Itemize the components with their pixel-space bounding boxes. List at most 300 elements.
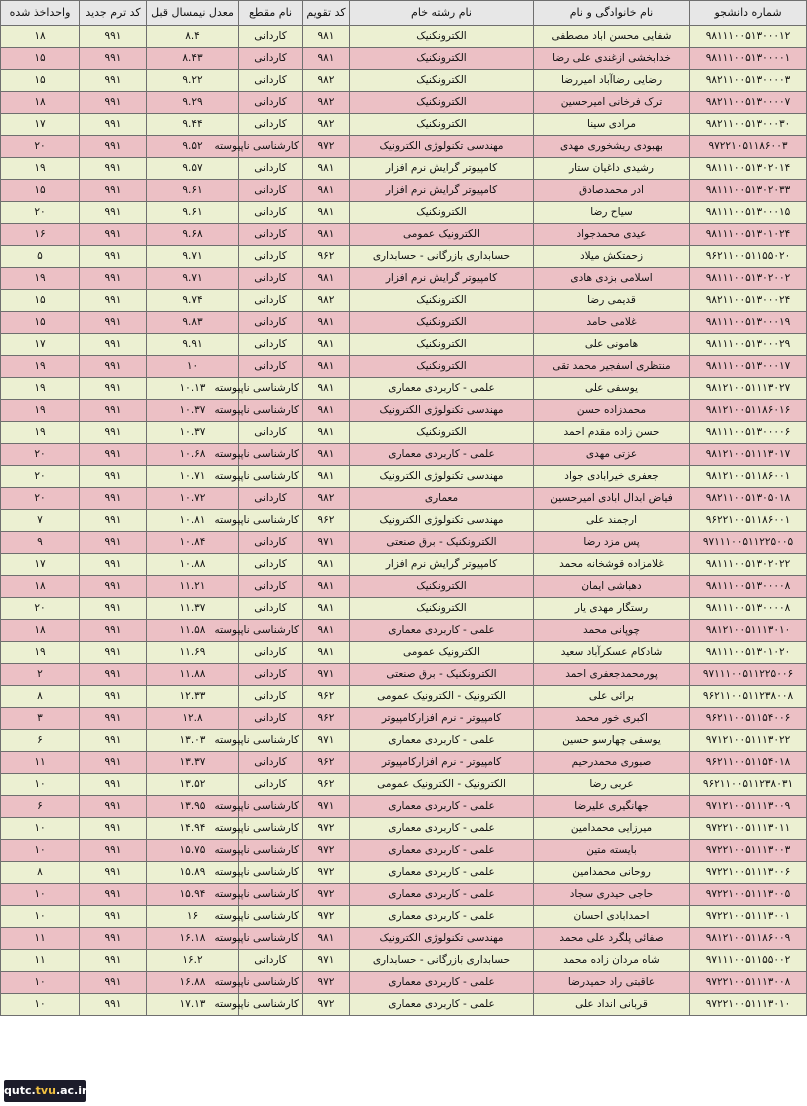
- cell-units-taken: ۳: [1, 708, 80, 730]
- cell-prev-gpa: ۱۳.۳۷: [147, 752, 239, 774]
- cell-level: کاردانی: [239, 356, 303, 378]
- cell-calendar-code: ۹۸۱: [303, 268, 350, 290]
- cell-units-taken: ۱۹: [1, 378, 80, 400]
- cell-calendar-code: ۹۷۱: [303, 664, 350, 686]
- cell-level: کاردانی: [239, 708, 303, 730]
- cell-student-id: ۹۸۱۱۱۰۰۵۱۳۰۱۰۲۰: [690, 642, 807, 664]
- table-row: [1, 92, 807, 114]
- cell-units-taken: ۲۰: [1, 488, 80, 510]
- cell-field: الکترونکنیک: [350, 356, 534, 378]
- table-row: [1, 400, 807, 422]
- cell-prev-gpa: ۱۰.۷۲: [147, 488, 239, 510]
- cell-new-term: ۹۹۱: [80, 598, 147, 620]
- cell-units-taken: ۵: [1, 246, 80, 268]
- cell-level: کاردانی: [239, 334, 303, 356]
- cell-field: الکترونکنیک: [350, 598, 534, 620]
- cell-student-id: ۹۸۱۱۱۰۰۵۱۳۰۱۰۲۴: [690, 224, 807, 246]
- cell-units-taken: ۷: [1, 510, 80, 532]
- cell-student-id: ۹۷۱۲۱۰۰۵۱۱۱۳۰۰۹: [690, 796, 807, 818]
- cell-units-taken: ۱۸: [1, 26, 80, 48]
- cell-units-taken: ۱۹: [1, 422, 80, 444]
- cell-new-term: ۹۹۱: [80, 114, 147, 136]
- cell-field: کامپیوتر - نرم افزارکامپیوتر: [350, 708, 534, 730]
- cell-level: کاردانی: [239, 422, 303, 444]
- cell-new-term: ۹۹۱: [80, 180, 147, 202]
- cell-student-id: ۹۶۲۲۱۰۰۵۱۱۸۶۰۰۱: [690, 510, 807, 532]
- cell-field: الکترونکنیک: [350, 290, 534, 312]
- cell-level: کاردانی: [239, 686, 303, 708]
- cell-new-term: ۹۹۱: [80, 70, 147, 92]
- cell-new-term: ۹۹۱: [80, 422, 147, 444]
- cell-units-taken: ۱۸: [1, 92, 80, 114]
- cell-student-id: ۹۷۱۱۱۰۰۵۱۱۵۵۰۰۲: [690, 950, 807, 972]
- cell-field: علمی - کاربردی معماری: [350, 730, 534, 752]
- cell-calendar-code: ۹۸۱: [303, 620, 350, 642]
- cell-full-name: یوسفی چهارسو حسین: [534, 730, 690, 752]
- cell-level: کاردانی: [239, 642, 303, 664]
- cell-field: علمی - کاربردی معماری: [350, 994, 534, 1016]
- cell-prev-gpa: ۹.۵۷: [147, 158, 239, 180]
- cell-calendar-code: ۹۷۲: [303, 906, 350, 928]
- cell-level: کاردانی: [239, 290, 303, 312]
- cell-prev-gpa: ۱۳.۹۵: [147, 796, 239, 818]
- cell-calendar-code: ۹۷۲: [303, 884, 350, 906]
- cell-field: کامپیوتر گرایش نرم افزار: [350, 180, 534, 202]
- cell-full-name: شادکام عسکرآباد سعید: [534, 642, 690, 664]
- cell-full-name: حسن زاده مقدم احمد: [534, 422, 690, 444]
- cell-units-taken: ۱۰: [1, 774, 80, 796]
- cell-new-term: ۹۹۱: [80, 862, 147, 884]
- cell-student-id: ۹۶۲۱۱۰۰۵۱۱۵۴۰۰۶: [690, 708, 807, 730]
- cell-student-id: ۹۸۱۱۱۰۰۵۱۳۰۰۰۲۹: [690, 334, 807, 356]
- cell-field: علمی - کاربردی معماری: [350, 620, 534, 642]
- cell-calendar-code: ۹۶۲: [303, 752, 350, 774]
- cell-field: الکترونیک عمومی: [350, 642, 534, 664]
- table-row: [1, 422, 807, 444]
- cell-new-term: ۹۹۱: [80, 620, 147, 642]
- cell-units-taken: ۱۰: [1, 884, 80, 906]
- cell-calendar-code: ۹۶۲: [303, 246, 350, 268]
- cell-level: کاردانی: [239, 48, 303, 70]
- cell-field: الکترونکنیک: [350, 26, 534, 48]
- cell-prev-gpa: ۱۵.۸۹: [147, 862, 239, 884]
- cell-student-id: ۹۸۱۱۱۰۰۵۱۳۰۰۰۰۱: [690, 48, 807, 70]
- cell-student-id: ۹۸۱۱۱۰۰۵۱۳۰۰۰۱۹: [690, 312, 807, 334]
- table-row: [1, 950, 807, 972]
- cell-calendar-code: ۹۸۱: [303, 356, 350, 378]
- cell-calendar-code: ۹۶۲: [303, 686, 350, 708]
- cell-student-id: ۹۸۲۱۱۰۰۵۱۳۰۰۰۳۰: [690, 114, 807, 136]
- cell-field: علمی - کاربردی معماری: [350, 378, 534, 400]
- cell-prev-gpa: ۹.۴۴: [147, 114, 239, 136]
- cell-units-taken: ۱۱: [1, 950, 80, 972]
- cell-field: کامپیوتر - نرم افزارکامپیوتر: [350, 752, 534, 774]
- watermark-suffix: .ac.ir: [55, 1084, 88, 1097]
- table-row: [1, 708, 807, 730]
- cell-units-taken: ۱۹: [1, 400, 80, 422]
- cell-units-taken: ۱۵: [1, 312, 80, 334]
- cell-field: مهندسی تکنولوژی الکترونیک: [350, 928, 534, 950]
- cell-field: مهندسی تکنولوژی الکترونیک: [350, 510, 534, 532]
- cell-new-term: ۹۹۱: [80, 752, 147, 774]
- cell-field: علمی - کاربردی معماری: [350, 906, 534, 928]
- cell-calendar-code: ۹۷۲: [303, 818, 350, 840]
- cell-full-name: یوسفی علی: [534, 378, 690, 400]
- cell-field: علمی - کاربردی معماری: [350, 444, 534, 466]
- cell-calendar-code: ۹۸۱: [303, 202, 350, 224]
- cell-new-term: ۹۹۱: [80, 488, 147, 510]
- cell-full-name: مرادی سینا: [534, 114, 690, 136]
- cell-calendar-code: ۹۸۱: [303, 576, 350, 598]
- cell-prev-gpa: ۹.۹۱: [147, 334, 239, 356]
- cell-full-name: احمدابادی احسان: [534, 906, 690, 928]
- cell-new-term: ۹۹۱: [80, 510, 147, 532]
- cell-level: کارشناسی ناپیوسته: [239, 136, 303, 158]
- cell-new-term: ۹۹۱: [80, 268, 147, 290]
- cell-full-name: جهانگیری علیرضا: [534, 796, 690, 818]
- cell-units-taken: ۱۱: [1, 752, 80, 774]
- cell-full-name: غلامزاده قوشخانه محمد: [534, 554, 690, 576]
- cell-calendar-code: ۹۸۱: [303, 598, 350, 620]
- cell-new-term: ۹۹۱: [80, 26, 147, 48]
- cell-units-taken: ۱۵: [1, 70, 80, 92]
- table-row: [1, 598, 807, 620]
- cell-prev-gpa: ۱۰.۸۸: [147, 554, 239, 576]
- cell-full-name: ارجمند علی: [534, 510, 690, 532]
- cell-calendar-code: ۹۸۱: [303, 48, 350, 70]
- table-row: [1, 730, 807, 752]
- cell-field: الکترونکنیک - برق صنعتی: [350, 664, 534, 686]
- cell-level: کاردانی: [239, 598, 303, 620]
- cell-field: کامپیوتر گرایش نرم افزار: [350, 158, 534, 180]
- cell-full-name: قدیمی رضا: [534, 290, 690, 312]
- cell-calendar-code: ۹۸۱: [303, 444, 350, 466]
- cell-units-taken: ۱۹: [1, 642, 80, 664]
- table-row: [1, 664, 807, 686]
- cell-prev-gpa: ۹.۷۱: [147, 268, 239, 290]
- cell-field: الکترونکنیک: [350, 312, 534, 334]
- cell-prev-gpa: ۱۰.۳۷: [147, 400, 239, 422]
- cell-units-taken: ۲۰: [1, 136, 80, 158]
- cell-field: علمی - کاربردی معماری: [350, 796, 534, 818]
- cell-calendar-code: ۹۷۲: [303, 840, 350, 862]
- cell-full-name: هامونی علی: [534, 334, 690, 356]
- cell-full-name: بایسته متین: [534, 840, 690, 862]
- cell-full-name: میرزایی محمدامین: [534, 818, 690, 840]
- table-row: [1, 466, 807, 488]
- cell-new-term: ۹۹۱: [80, 730, 147, 752]
- cell-student-id: ۹۸۱۱۱۰۰۵۱۳۰۲۰۰۲: [690, 268, 807, 290]
- cell-prev-gpa: ۱۲.۸: [147, 708, 239, 730]
- cell-new-term: ۹۹۱: [80, 356, 147, 378]
- cell-prev-gpa: ۱۵.۹۴: [147, 884, 239, 906]
- cell-student-id: ۹۸۱۱۱۰۰۵۱۳۰۰۰۱۲: [690, 26, 807, 48]
- table-row: [1, 312, 807, 334]
- cell-student-id: ۹۸۱۱۱۰۰۵۱۳۰۰۰۰۶: [690, 422, 807, 444]
- cell-prev-gpa: ۱۱.۲۱: [147, 576, 239, 598]
- cell-calendar-code: ۹۸۱: [303, 158, 350, 180]
- cell-prev-gpa: ۱۰: [147, 356, 239, 378]
- table-row: [1, 290, 807, 312]
- cell-prev-gpa: ۱۶.۲: [147, 950, 239, 972]
- table-row: [1, 158, 807, 180]
- table-row: [1, 752, 807, 774]
- cell-calendar-code: ۹۷۲: [303, 862, 350, 884]
- cell-units-taken: ۱۱: [1, 928, 80, 950]
- header-student-id: شماره دانشجو: [690, 1, 807, 26]
- cell-level: کاردانی: [239, 950, 303, 972]
- cell-level: کارشناسی ناپیوسته: [239, 928, 303, 950]
- cell-full-name: عاقبتی راد حمیدرضا: [534, 972, 690, 994]
- header-calendar-code: کد تقویم: [303, 1, 350, 26]
- cell-full-name: صبوری محمدرحیم: [534, 752, 690, 774]
- cell-prev-gpa: ۱۰.۳۷: [147, 422, 239, 444]
- cell-new-term: ۹۹۱: [80, 246, 147, 268]
- cell-field: الکترونکنیک: [350, 114, 534, 136]
- cell-field: مهندسی تکنولوژی الکترونیک: [350, 136, 534, 158]
- cell-field: الکترونکنیک: [350, 70, 534, 92]
- cell-level: کاردانی: [239, 488, 303, 510]
- cell-prev-gpa: ۹.۵۲: [147, 136, 239, 158]
- cell-new-term: ۹۹۱: [80, 796, 147, 818]
- cell-units-taken: ۹: [1, 532, 80, 554]
- cell-full-name: محمدزاده حسن: [534, 400, 690, 422]
- cell-full-name: حاجی حیدری سجاد: [534, 884, 690, 906]
- table-row: [1, 180, 807, 202]
- cell-field: الکترونکنیک: [350, 48, 534, 70]
- cell-field: الکترونکنیک: [350, 334, 534, 356]
- cell-calendar-code: ۹۸۱: [303, 378, 350, 400]
- cell-full-name: سیاح رضا: [534, 202, 690, 224]
- cell-units-taken: ۱۶: [1, 224, 80, 246]
- cell-field: الکترونیک عمومی: [350, 224, 534, 246]
- table-body: [1, 26, 807, 1016]
- cell-level: کارشناسی ناپیوسته: [239, 378, 303, 400]
- cell-level: کاردانی: [239, 202, 303, 224]
- table-row: [1, 818, 807, 840]
- cell-units-taken: ۱۹: [1, 158, 80, 180]
- cell-prev-gpa: ۱۰.۸۴: [147, 532, 239, 554]
- table-row: [1, 26, 807, 48]
- cell-full-name: رشیدی داغیان ستار: [534, 158, 690, 180]
- cell-field: معماری: [350, 488, 534, 510]
- cell-calendar-code: ۹۷۱: [303, 796, 350, 818]
- cell-new-term: ۹۹۱: [80, 136, 147, 158]
- cell-calendar-code: ۹۸۱: [303, 334, 350, 356]
- cell-new-term: ۹۹۱: [80, 532, 147, 554]
- cell-new-term: ۹۹۱: [80, 686, 147, 708]
- cell-student-id: ۹۷۲۲۱۰۰۵۱۱۱۳۰۱۱: [690, 818, 807, 840]
- site-watermark: [4, 1080, 86, 1102]
- cell-new-term: ۹۹۱: [80, 48, 147, 70]
- cell-full-name: غلامی حامد: [534, 312, 690, 334]
- cell-level: کاردانی: [239, 180, 303, 202]
- cell-prev-gpa: ۹.۲۲: [147, 70, 239, 92]
- cell-prev-gpa: ۹.۶۸: [147, 224, 239, 246]
- cell-level: کاردانی: [239, 774, 303, 796]
- cell-calendar-code: ۹۸۱: [303, 180, 350, 202]
- cell-student-id: ۹۶۲۱۱۰۰۵۱۱۲۳۸۰۳۱: [690, 774, 807, 796]
- cell-prev-gpa: ۹.۸۳: [147, 312, 239, 334]
- cell-field: الکترونیک - الکترونیک عمومی: [350, 686, 534, 708]
- table-row: [1, 510, 807, 532]
- cell-full-name: اسلامی بزدی هادی: [534, 268, 690, 290]
- cell-full-name: شفایی محسن اباد مصطفی: [534, 26, 690, 48]
- cell-field: علمی - کاربردی معماری: [350, 862, 534, 884]
- cell-units-taken: ۱۵: [1, 180, 80, 202]
- cell-calendar-code: ۹۸۱: [303, 422, 350, 444]
- cell-units-taken: ۲۰: [1, 202, 80, 224]
- cell-prev-gpa: ۱۳.۰۳: [147, 730, 239, 752]
- cell-level: کاردانی: [239, 26, 303, 48]
- table-row: [1, 620, 807, 642]
- cell-new-term: ۹۹۱: [80, 224, 147, 246]
- cell-units-taken: ۱۹: [1, 356, 80, 378]
- cell-student-id: ۹۷۲۲۱۰۰۵۱۱۱۳۰۱۰: [690, 994, 807, 1016]
- cell-units-taken: ۲: [1, 664, 80, 686]
- cell-units-taken: ۱۸: [1, 576, 80, 598]
- cell-level: کاردانی: [239, 268, 303, 290]
- cell-units-taken: ۸: [1, 686, 80, 708]
- table-row: [1, 686, 807, 708]
- cell-calendar-code: ۹۸۱: [303, 400, 350, 422]
- cell-student-id: ۹۸۱۲۱۰۰۵۱۱۱۳۰۲۷: [690, 378, 807, 400]
- cell-prev-gpa: ۱۱.۸۸: [147, 664, 239, 686]
- cell-full-name: زحمتکش میلاد: [534, 246, 690, 268]
- cell-level: کارشناسی ناپیوسته: [239, 510, 303, 532]
- cell-calendar-code: ۹۷۲: [303, 972, 350, 994]
- cell-level: کاردانی: [239, 114, 303, 136]
- cell-level: کارشناسی ناپیوسته: [239, 972, 303, 994]
- table-row: [1, 972, 807, 994]
- cell-level: کاردانی: [239, 246, 303, 268]
- table-row: [1, 994, 807, 1016]
- cell-student-id: ۹۸۱۱۱۰۰۵۱۳۰۲۰۳۳: [690, 180, 807, 202]
- cell-calendar-code: ۹۸۲: [303, 488, 350, 510]
- cell-student-id: ۹۷۲۲۱۰۰۵۱۱۱۳۰۰۸: [690, 972, 807, 994]
- header-level: نام مقطع: [239, 1, 303, 26]
- cell-new-term: ۹۹۱: [80, 708, 147, 730]
- table-row: [1, 796, 807, 818]
- cell-student-id: ۹۸۲۱۱۰۰۵۱۳۰۵۰۱۸: [690, 488, 807, 510]
- table-row: [1, 840, 807, 862]
- table-row: [1, 224, 807, 246]
- cell-field: الکترونکنیک: [350, 422, 534, 444]
- cell-field: حسابداری بازرگانی - حسابداری: [350, 950, 534, 972]
- cell-prev-gpa: ۹.۲۹: [147, 92, 239, 114]
- cell-new-term: ۹۹۱: [80, 576, 147, 598]
- cell-calendar-code: ۹۸۱: [303, 224, 350, 246]
- cell-full-name: قربانی انداد علی: [534, 994, 690, 1016]
- table-row: [1, 202, 807, 224]
- table-row: [1, 488, 807, 510]
- cell-field: علمی - کاربردی معماری: [350, 972, 534, 994]
- table-row: [1, 136, 807, 158]
- cell-level: کاردانی: [239, 158, 303, 180]
- cell-calendar-code: ۹۷۲: [303, 136, 350, 158]
- cell-prev-gpa: ۱۵.۷۵: [147, 840, 239, 862]
- cell-field: الکترونیک - الکترونیک عمومی: [350, 774, 534, 796]
- cell-full-name: رضایی رضاآباد امیررضا: [534, 70, 690, 92]
- cell-new-term: ۹۹۱: [80, 642, 147, 664]
- cell-new-term: ۹۹۱: [80, 400, 147, 422]
- cell-prev-gpa: ۱۶.۸۸: [147, 972, 239, 994]
- cell-field: علمی - کاربردی معماری: [350, 818, 534, 840]
- header-prev-gpa: معدل نیمسال قبل: [147, 1, 239, 26]
- cell-prev-gpa: ۱۴.۹۴: [147, 818, 239, 840]
- cell-units-taken: ۱۵: [1, 290, 80, 312]
- cell-student-id: ۹۸۲۱۱۰۰۵۱۳۰۰۰۰۳: [690, 70, 807, 92]
- cell-prev-gpa: ۸.۴۳: [147, 48, 239, 70]
- table-row: [1, 356, 807, 378]
- cell-student-id: ۹۷۲۲۱۰۰۵۱۱۱۳۰۰۱: [690, 906, 807, 928]
- cell-field: کامپیوتر گرایش نرم افزار: [350, 554, 534, 576]
- cell-student-id: ۹۸۱۱۱۰۰۵۱۳۰۲۰۱۴: [690, 158, 807, 180]
- cell-new-term: ۹۹۱: [80, 378, 147, 400]
- cell-field: علمی - کاربردی معماری: [350, 840, 534, 862]
- cell-full-name: شاه مردان زاده محمد: [534, 950, 690, 972]
- cell-student-id: ۹۷۱۱۱۰۰۵۱۱۲۲۵۰۰۶: [690, 664, 807, 686]
- cell-student-id: ۹۸۱۱۱۰۰۵۱۳۰۲۰۲۲: [690, 554, 807, 576]
- cell-new-term: ۹۹۱: [80, 334, 147, 356]
- cell-prev-gpa: ۸.۴: [147, 26, 239, 48]
- cell-new-term: ۹۹۱: [80, 554, 147, 576]
- cell-units-taken: ۱۷: [1, 114, 80, 136]
- cell-full-name: روحانی محمدامین: [534, 862, 690, 884]
- header-field: نام رشته خام: [350, 1, 534, 26]
- cell-level: کاردانی: [239, 532, 303, 554]
- cell-calendar-code: ۹۸۲: [303, 114, 350, 136]
- table-row: [1, 642, 807, 664]
- cell-prev-gpa: ۱۰.۷۱: [147, 466, 239, 488]
- cell-units-taken: ۱۰: [1, 840, 80, 862]
- table-row: [1, 246, 807, 268]
- cell-field: علمی - کاربردی معماری: [350, 884, 534, 906]
- cell-calendar-code: ۹۸۲: [303, 92, 350, 114]
- cell-student-id: ۹۷۲۲۱۰۰۵۱۱۱۳۰۰۳: [690, 840, 807, 862]
- cell-calendar-code: ۹۷۲: [303, 994, 350, 1016]
- cell-units-taken: ۱۰: [1, 906, 80, 928]
- cell-new-term: ۹۹۱: [80, 818, 147, 840]
- cell-student-id: ۹۷۲۲۱۰۵۱۱۸۶۰۰۳: [690, 136, 807, 158]
- table-row: [1, 334, 807, 356]
- cell-full-name: رستگار مهدی یار: [534, 598, 690, 620]
- cell-units-taken: ۱۰: [1, 994, 80, 1016]
- cell-level: کاردانی: [239, 312, 303, 334]
- cell-full-name: صفائی پلگرد علی محمد: [534, 928, 690, 950]
- table-row: [1, 862, 807, 884]
- table-header-row: [1, 1, 807, 26]
- cell-units-taken: ۱۵: [1, 48, 80, 70]
- cell-units-taken: ۶: [1, 796, 80, 818]
- cell-student-id: ۹۷۲۲۱۰۰۵۱۱۱۳۰۰۵: [690, 884, 807, 906]
- table-row: [1, 884, 807, 906]
- cell-new-term: ۹۹۱: [80, 290, 147, 312]
- cell-prev-gpa: ۹.۷۴: [147, 290, 239, 312]
- cell-level: کارشناسی ناپیوسته: [239, 862, 303, 884]
- cell-prev-gpa: ۱۰.۸۱: [147, 510, 239, 532]
- cell-calendar-code: ۹۸۲: [303, 290, 350, 312]
- table-row: [1, 576, 807, 598]
- cell-level: کاردانی: [239, 576, 303, 598]
- cell-calendar-code: ۹۶۲: [303, 708, 350, 730]
- cell-full-name: برائی علی: [534, 686, 690, 708]
- cell-full-name: بهبودی ریشخوری مهدی: [534, 136, 690, 158]
- header-full-name: نام خانوادگی و نام: [534, 1, 690, 26]
- cell-level: کارشناسی ناپیوسته: [239, 840, 303, 862]
- cell-level: کارشناسی ناپیوسته: [239, 466, 303, 488]
- cell-field: مهندسی تکنولوژی الکترونیک: [350, 400, 534, 422]
